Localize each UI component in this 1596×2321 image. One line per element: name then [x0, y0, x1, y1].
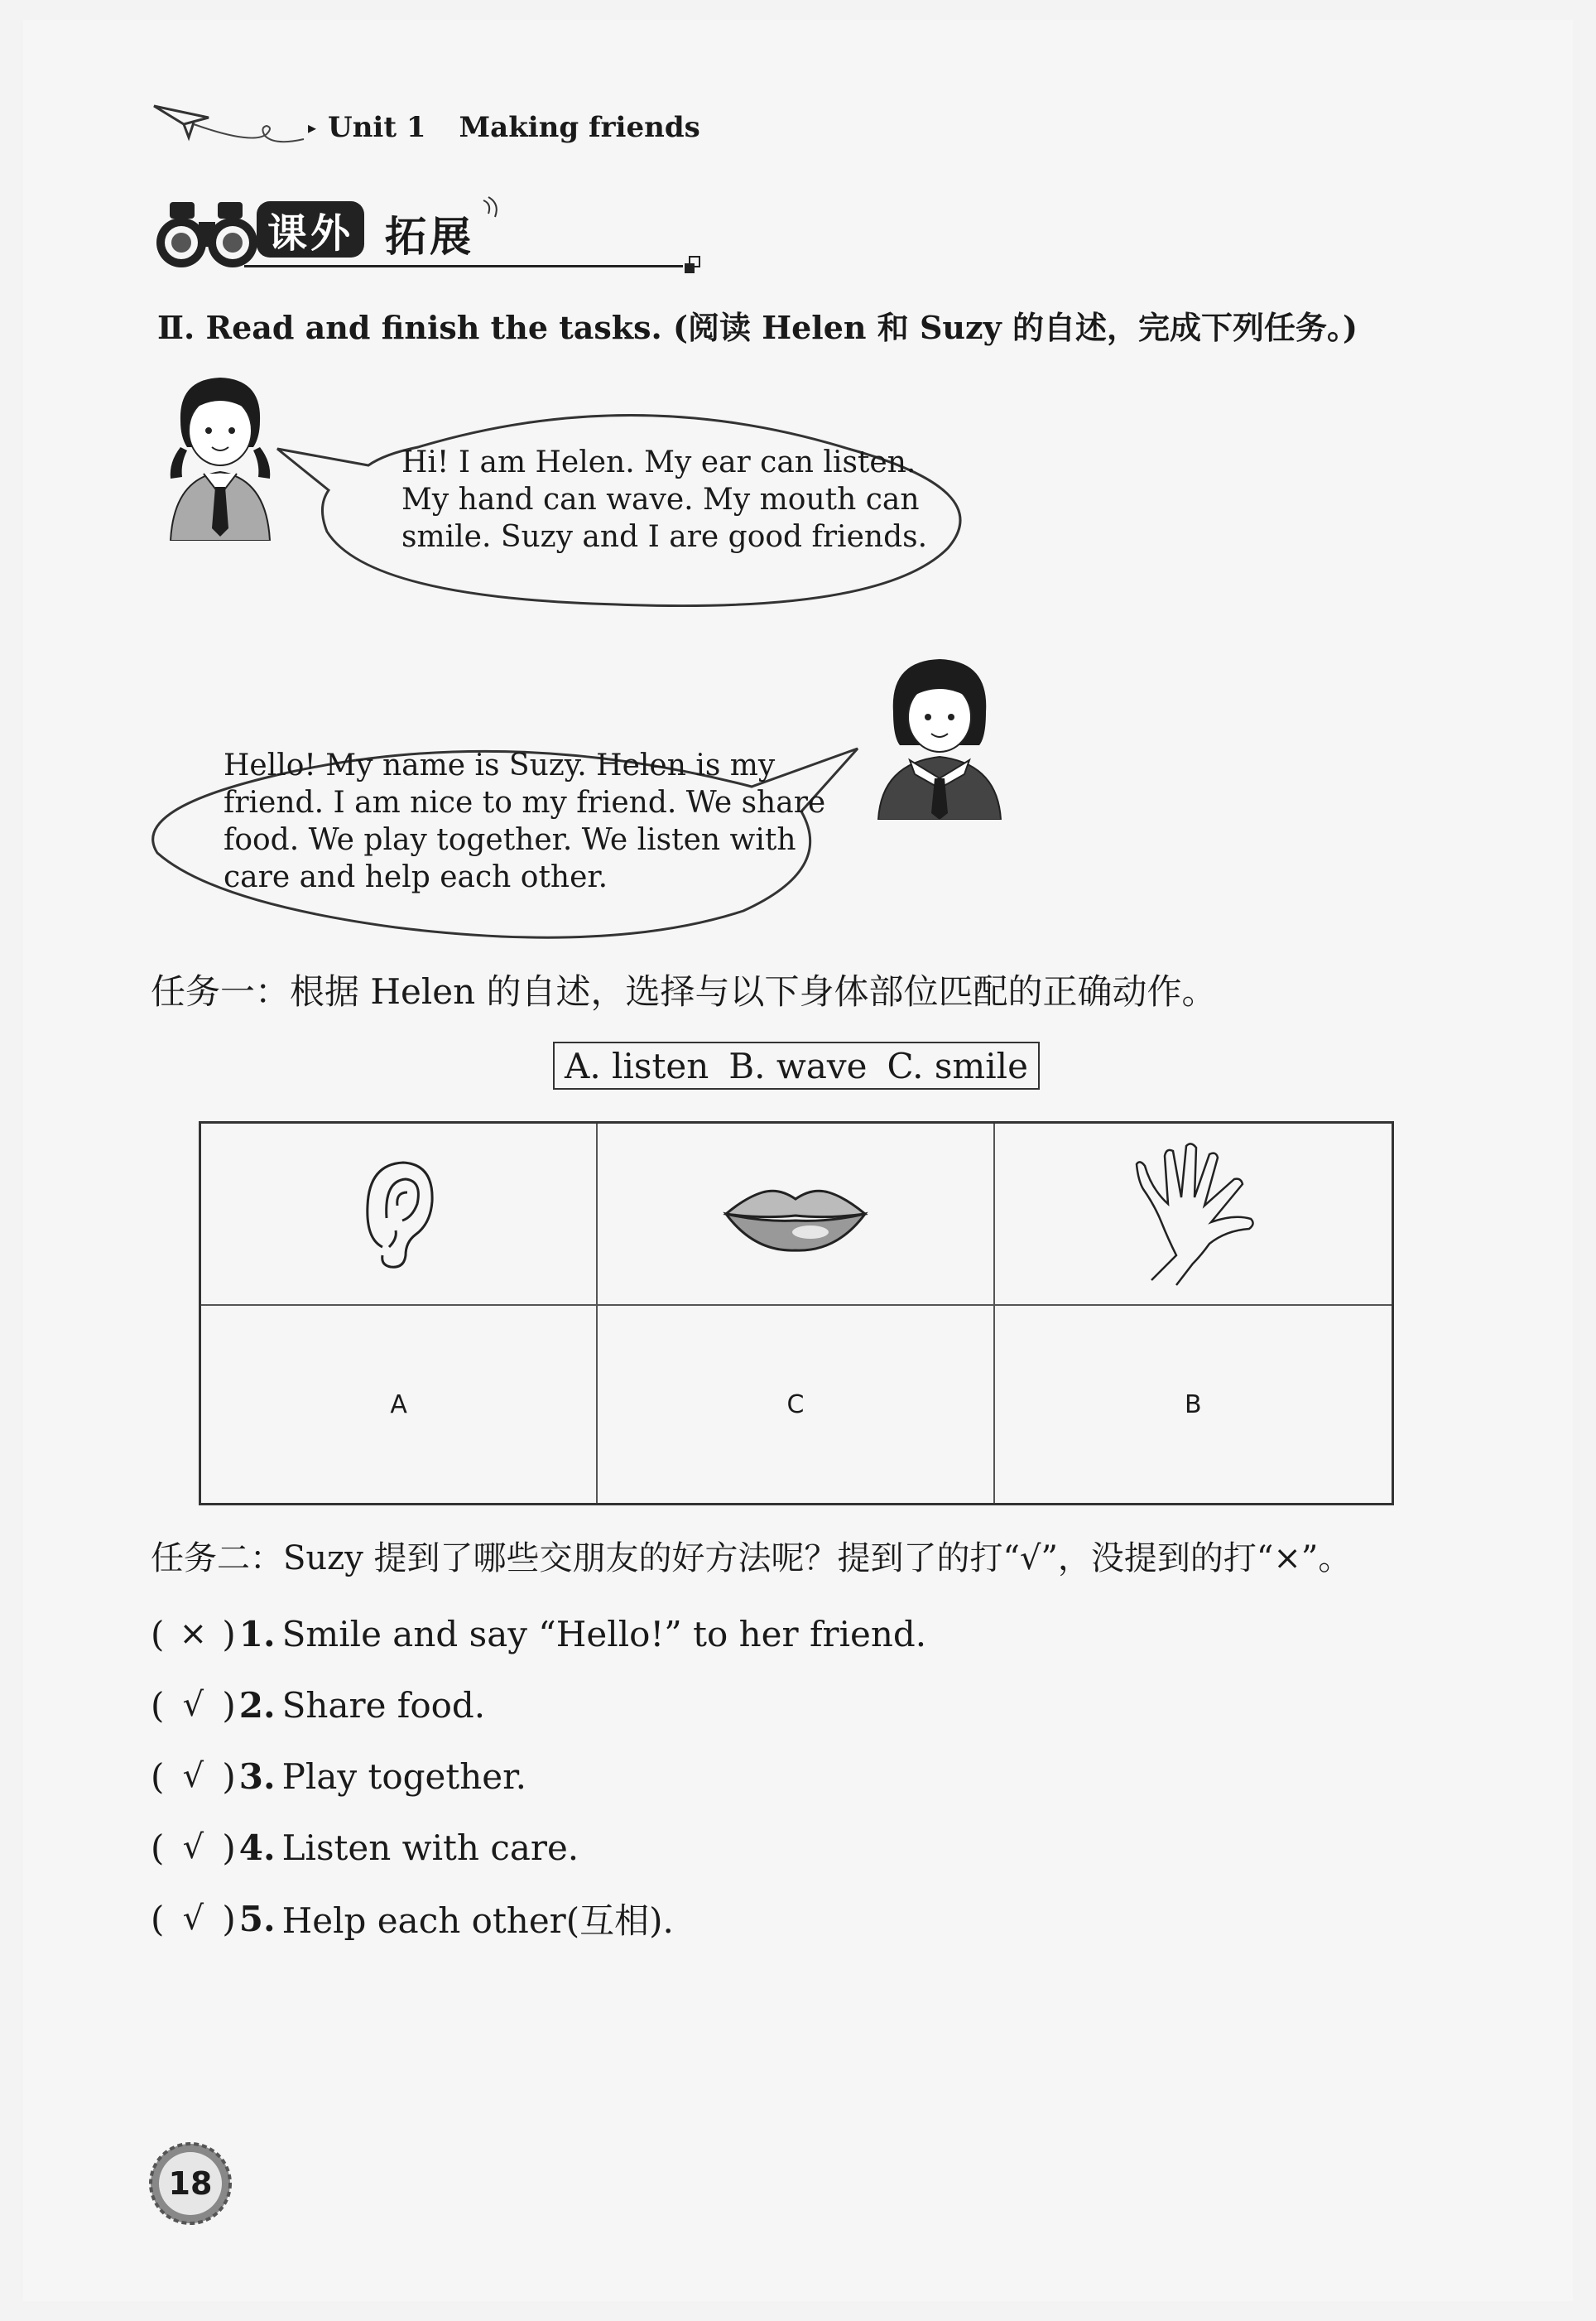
option-a: A. listen	[565, 1045, 709, 1086]
item-text: Share food.	[281, 1684, 486, 1726]
banner-tag: 课外	[257, 201, 364, 258]
option-b: B. wave	[728, 1045, 868, 1086]
list-item: ( √ ) 2. Share food.	[151, 1684, 486, 1726]
list-item: ( √ ) 5. Help each other(互相).	[151, 1883, 926, 1954]
section-banner	[153, 189, 567, 280]
unit-topic: Making friends	[459, 111, 700, 144]
banner-underline	[244, 265, 683, 267]
picture-cell-mouth	[598, 1124, 994, 1306]
triangle-icon: ▸	[308, 118, 317, 137]
unit-label	[308, 111, 700, 144]
helen-text: Hi! I am Helen. My ear can listen. My hand can wave. My mouth can smile. Suzy and I are good friends.	[401, 445, 928, 554]
item-text: Play together.	[281, 1755, 526, 1797]
ear-icon	[358, 1156, 440, 1272]
answer-mark: √	[182, 1828, 204, 1866]
item-text: Smile and say “Hello!” to her friend.	[281, 1613, 927, 1654]
section-title: Ⅱ. Read and finish the tasks. (阅读 Helen 和 Suzy 的自述，完成下列任务。)	[157, 309, 1358, 346]
task2-list	[151, 1598, 926, 1954]
answer-cell-hand	[995, 1306, 1392, 1503]
picture-cell-ear	[201, 1124, 598, 1306]
suzy-illustration	[873, 654, 1006, 820]
page-number-badge	[147, 2140, 233, 2227]
banner-word: 拓展	[385, 213, 474, 261]
answer-cell-mouth	[598, 1306, 994, 1503]
page-number: 18	[168, 2165, 213, 2202]
item-text: Listen with care.	[281, 1827, 579, 1868]
answer-mark: √	[182, 1900, 204, 1938]
binoculars-icon	[153, 197, 261, 272]
mouth-icon	[721, 1173, 870, 1255]
answer-mark: ×	[179, 1615, 208, 1653]
options-box	[553, 1042, 1040, 1090]
task1-instruction: 任务一：根据 Helen 的自述，选择与以下身体部位匹配的正确动作。	[151, 971, 1217, 1012]
corner-mark-icon	[683, 255, 703, 275]
page-header	[151, 99, 730, 166]
item-number: 2.	[238, 1684, 276, 1726]
list-item: ( √ ) 4. Listen with care.	[151, 1827, 579, 1868]
matching-table	[199, 1121, 1394, 1505]
item-number: 5.	[238, 1898, 276, 1939]
unit-number: Unit 1	[328, 111, 426, 144]
item-number: 1.	[238, 1613, 276, 1654]
list-item: ( √ ) 3. Play together.	[151, 1755, 526, 1797]
answer-ear: A	[390, 1389, 407, 1419]
sound-waves-icon	[480, 195, 505, 220]
hand-icon	[1118, 1139, 1267, 1288]
answer-cell-ear	[201, 1306, 598, 1503]
task2-instruction: 任务二：Suzy 提到了哪些交朋友的好方法呢？提到了的打“√”，没提到的打“×”。	[151, 1539, 1352, 1577]
answer-mark: √	[182, 1757, 204, 1795]
item-number: 4.	[238, 1827, 276, 1868]
item-number: 3.	[238, 1755, 276, 1797]
list-item: ( × ) 1. Smile and say “Hello!” to her friend.	[151, 1613, 927, 1654]
suzy-text: Hello! My name is Suzy. Helen is my friend. I am nice to my friend. We share food. We play together. We listen with care and help each other.	[224, 749, 826, 894]
item-text: Help each other(互相).	[281, 1900, 674, 1941]
option-c: C. smile	[887, 1045, 1028, 1086]
answer-mouth: C	[786, 1389, 805, 1419]
helen-illustration	[162, 371, 278, 541]
picture-cell-hand	[995, 1124, 1392, 1306]
paper-plane-icon	[151, 99, 316, 157]
answer-hand: B	[1185, 1389, 1202, 1419]
answer-mark: √	[182, 1686, 204, 1724]
